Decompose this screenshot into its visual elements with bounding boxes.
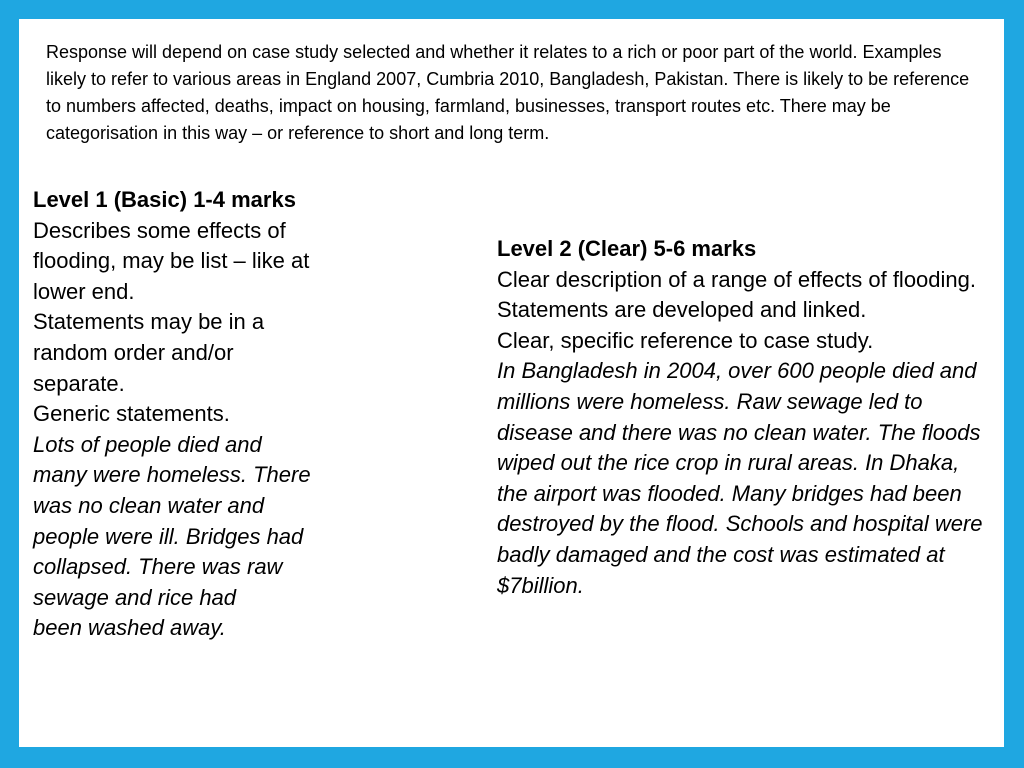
- level-1-statement: Statements may be in a random order and/or separate.: [33, 309, 265, 396]
- level-1-column: [33, 185, 315, 644]
- level-2-statement: Clear description of a range of effects of flooding.: [497, 266, 976, 292]
- level-2-heading: Level 2 (Clear) 5-6 marks: [497, 236, 757, 261]
- slide: [19, 19, 1004, 747]
- level-2-statement: Clear, specific reference to case study.: [497, 327, 874, 353]
- intro-paragraph: Response will depend on case study selected and whether it relates to a rich or poor part of the world. Examples likely to refer to various areas in England 2007, Cumbria 2010, Bangladesh, Pakistan. There is likely to be reference to numbers affected, deaths, impact on housing, farmland, businesses, transport routes etc. There may be categorisation in this way – or reference to short and long term.: [46, 42, 970, 143]
- level-2-statement: Statements are developed and linked.: [497, 297, 867, 323]
- level-2-column: [497, 234, 987, 601]
- level-1-heading: Level 1 (Basic) 1-4 marks: [33, 187, 296, 212]
- level-1-example-line: Lots of people died and many were homeless. There was no clean water and: [33, 431, 311, 518]
- level-2-example: In Bangladesh in 2004, over 600 people died and millions were homeless. Raw sewage led to disease and there was no clean water. The floods wiped out the rice crop in rural areas. In Dhaka, the airport was flooded. Many bridges had been destroyed by the flood. Schools and hospital were badly damaged and the cost was estimated at $7billion.: [497, 358, 983, 598]
- level-1-statement: Describes some effects of flooding, may be list – like at lower end.: [33, 217, 310, 304]
- level-1-statement: Generic statements.: [33, 401, 230, 427]
- intro-text-block: [46, 39, 986, 147]
- level-1-example-line: been washed away.: [33, 615, 226, 641]
- level-1-example-line: people were ill. Bridges had collapsed. There was raw sewage and rice had: [33, 523, 304, 610]
